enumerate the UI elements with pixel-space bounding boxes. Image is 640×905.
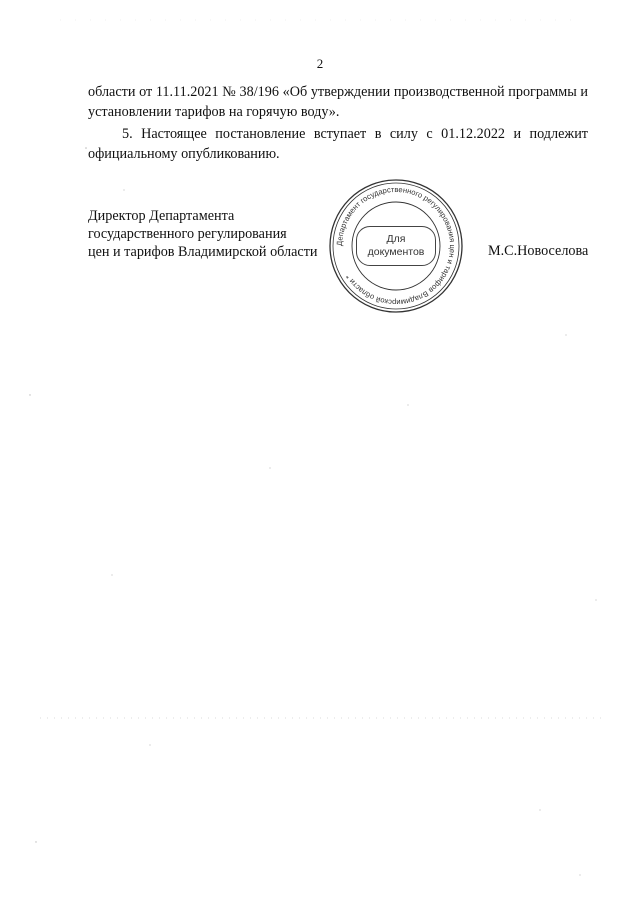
paragraph-line — [88, 124, 588, 144]
paragraph-line: официальному опубликованию. — [88, 146, 280, 162]
official-seal — [328, 178, 464, 314]
paragraph-line: области от 11.11.2021 № 38/196 «Об утверждении производственной программы и — [88, 84, 588, 100]
paragraph-line: установлении тарифов на горячую воду». — [88, 104, 340, 120]
signatory-position-line: цен и тарифов Владимирской области — [88, 244, 318, 260]
seal-center-line: документов — [367, 246, 425, 258]
signatory-position-line: государственного регулирования — [88, 226, 287, 242]
paragraph-continuation — [88, 82, 588, 122]
seal-center-line: Для — [386, 233, 406, 245]
seal-ring-text: Департамент государственного регулирования цен и тарифов Владимирской области * — [334, 184, 458, 308]
signatory-position-line: Директор Департамента — [88, 208, 235, 224]
signatory-position — [88, 207, 318, 261]
signatory-name: М.С.Новоселова — [488, 243, 589, 259]
paragraph-item-5 — [88, 124, 588, 164]
page-number: 2 — [316, 56, 324, 71]
seal-center-label — [356, 226, 436, 266]
paragraph-line-text: 5. Настоящее постановление вступает в силу с 01.12.2022 и подлежит — [122, 126, 588, 142]
